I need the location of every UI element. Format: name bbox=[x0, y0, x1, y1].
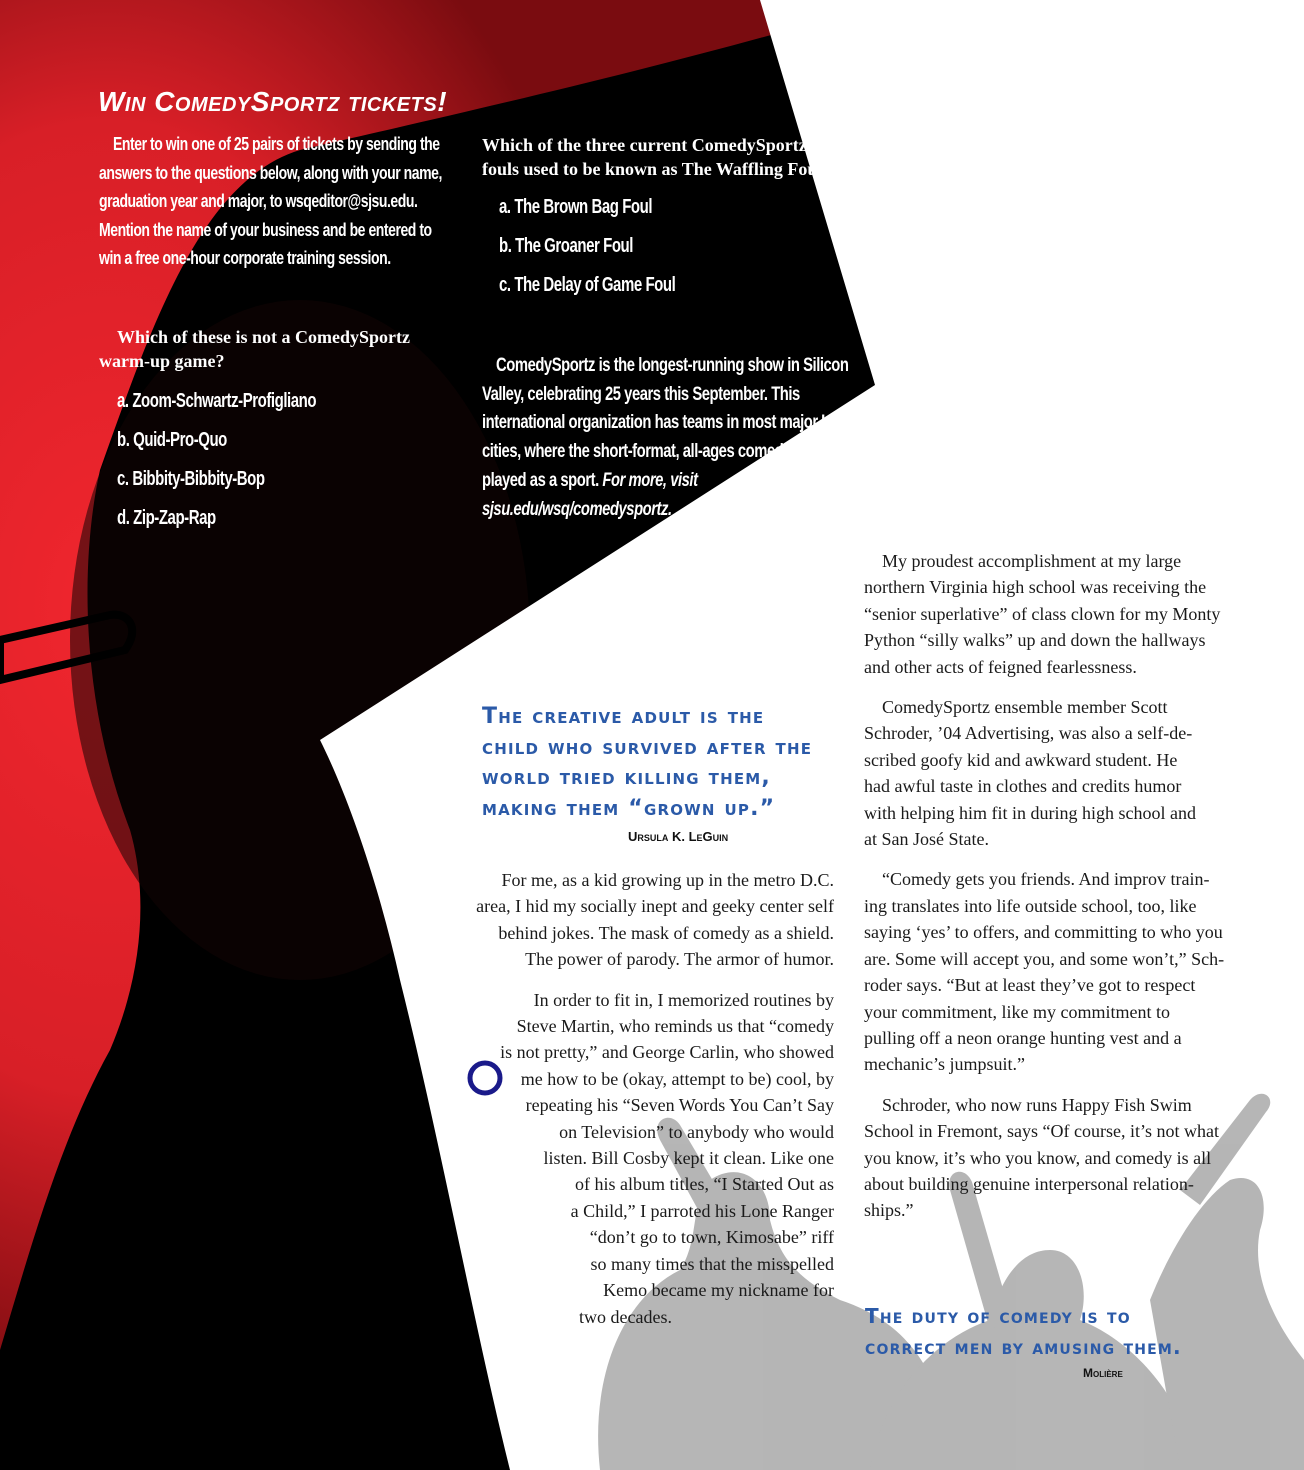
question1-line: Which of these is not a ComedySportz bbox=[117, 327, 410, 347]
article-paragraph bbox=[440, 987, 834, 1330]
quote-line: The duty of comedy is to bbox=[865, 1304, 1131, 1328]
article-line: saying ‘yes’ to offers, and committing to who you bbox=[864, 922, 1223, 943]
article-line: two decades. bbox=[579, 1306, 672, 1327]
article-line: In order to fit in, I memorized routines by bbox=[533, 989, 834, 1010]
quote-line: correct men by amusing them. bbox=[865, 1335, 1182, 1359]
article-line: The power of parody. The armor of humor. bbox=[525, 949, 834, 970]
quote-leguin bbox=[482, 702, 812, 824]
article-line: Steve Martin, who reminds us that “comedy bbox=[516, 1016, 834, 1037]
article-line: Schroder, who now runs Happy Fish Swim bbox=[882, 1094, 1192, 1115]
article-line: For me, as a kid growing up in the metro D.C. bbox=[501, 870, 834, 890]
about-url-line bbox=[482, 496, 848, 525]
article-line: roder says. “But at least they’ve got to respect bbox=[864, 975, 1196, 996]
quote-line: making them “grown up.” bbox=[482, 795, 776, 821]
article-line: “senior superlative” of class clown for my Monty bbox=[864, 603, 1221, 624]
answer-option: b. The Groaner Foul bbox=[499, 235, 633, 257]
question1-options bbox=[117, 382, 382, 538]
article-line: pulling off a neon orange hunting vest and a bbox=[864, 1027, 1182, 1048]
article-paragraph bbox=[864, 548, 1221, 680]
article-line: so many times that the misspelled bbox=[590, 1253, 834, 1274]
article-line: on Television” to anybody who would bbox=[559, 1121, 834, 1142]
visit-text: For more, visit bbox=[602, 469, 698, 491]
article-line: repeating his “Seven Words You Can’t Say bbox=[525, 1095, 834, 1116]
article-line: of his album titles, “I Started Out as bbox=[575, 1174, 834, 1195]
article-line: are. Some will accept you, and some won’t,” Sch- bbox=[864, 948, 1225, 969]
article-line: ComedySportz ensemble member Scott bbox=[882, 697, 1168, 718]
article-line: had awful taste in clothes and credits humor bbox=[864, 776, 1182, 797]
article-line: behind jokes. The mask of comedy as a shield. bbox=[498, 922, 834, 943]
article-line: and other acts of feigned fearlessness. bbox=[864, 656, 1137, 677]
intro-line: Enter to win one of 25 pairs of tickets by sending the bbox=[113, 134, 440, 154]
article-line: School in Fremont, says “Of course, it’s not what bbox=[864, 1121, 1219, 1142]
comedysportz-link[interactable]: sjsu.edu/wsq/comedysportz. bbox=[482, 498, 672, 520]
answer-option: c. Bibbity-Bibbity-Bop bbox=[117, 468, 265, 490]
answer-option: b. Quid-Pro-Quo bbox=[117, 429, 227, 451]
article-line: “don’t go to town, Kimosabe” riff bbox=[589, 1227, 834, 1248]
article-line: listen. Bill Cosby kept it clean. Like one bbox=[543, 1148, 834, 1169]
article-line: is not pretty,” and George Carlin, who showed bbox=[500, 1042, 834, 1063]
article-line: Schroder, ’04 Advertising, was also a self-de- bbox=[864, 723, 1193, 744]
intro-line: graduation year and major, to wsqeditor@sjsu.edu. bbox=[99, 191, 418, 211]
question1-heading bbox=[99, 325, 410, 373]
promo-title: Win ComedySportz tickets! bbox=[98, 86, 448, 117]
article-line: ships.” bbox=[864, 1200, 914, 1221]
article-line: “Comedy gets you friends. And improv train- bbox=[882, 869, 1210, 890]
article-line: about building genuine interpersonal relation- bbox=[864, 1173, 1194, 1194]
article-paragraph bbox=[440, 867, 834, 973]
question1-line: warm-up game? bbox=[99, 351, 225, 371]
article-paragraph bbox=[864, 1092, 1218, 1224]
article-line: a Child,” I parroted his Lone Ranger bbox=[570, 1200, 834, 1221]
about-line: cities, where the short-format, all-ages comedy is bbox=[482, 441, 807, 463]
comedysportz-about bbox=[482, 352, 952, 524]
about-line: ComedySportz is the longest-running show in Silicon bbox=[496, 355, 849, 376]
article-line: Python “silly walks” up and down the hallways bbox=[864, 630, 1206, 651]
question2-line: Which of the three current ComedySportz bbox=[482, 135, 807, 155]
question2-line: fouls used to be known as The Waffling Foul? bbox=[482, 159, 832, 179]
promo-intro bbox=[99, 130, 539, 273]
question2-options bbox=[499, 188, 734, 305]
article-line: at San José State. bbox=[864, 829, 989, 850]
answer-option: d. Zip-Zap-Rap bbox=[117, 507, 216, 529]
answer-option: a. Zoom-Schwartz-Profigliano bbox=[117, 390, 317, 412]
quote-moliere bbox=[865, 1301, 1182, 1363]
quote-moliere-author: Molière bbox=[1083, 1366, 1123, 1380]
intro-line: Mention the name of your business and be entered to bbox=[99, 219, 432, 240]
quote-leguin-author: Ursula K. LeGuin bbox=[628, 829, 729, 844]
article-line: with helping him fit in during high school and bbox=[864, 802, 1196, 823]
article-line: Kemo became my nickname for bbox=[603, 1280, 834, 1301]
intro-line: answers to the questions below, along with your name, bbox=[99, 162, 442, 183]
article-line: your commitment, like my commitment to bbox=[864, 1001, 1170, 1022]
quote-line: world tried killing them, bbox=[482, 765, 771, 790]
answer-option: a. The Brown Bag Foul bbox=[499, 196, 653, 218]
article-line: mechanic’s jumpsuit.” bbox=[864, 1054, 1025, 1075]
article-paragraph bbox=[864, 866, 1225, 1077]
quote-line: child who survived after the bbox=[482, 734, 813, 760]
article-left-column bbox=[440, 867, 834, 1344]
article-paragraph bbox=[864, 694, 1218, 852]
about-line bbox=[482, 467, 848, 496]
answer-option: c. The Delay of Game Foul bbox=[499, 274, 676, 296]
article-line: ing translates into life outside school, too, like bbox=[864, 895, 1197, 916]
article-right-column bbox=[864, 548, 1225, 1238]
article-line: northern Virginia high school was receiving the bbox=[864, 577, 1207, 598]
question2-heading bbox=[482, 133, 831, 181]
about-line: Valley, celebrating 25 years this September. This bbox=[482, 383, 800, 405]
quote-line: The creative adult is the bbox=[482, 704, 765, 729]
intro-line: win a free one-hour corporate training session. bbox=[99, 248, 391, 268]
about-line-end: played as a sport. bbox=[482, 469, 599, 491]
about-line: international organization has teams in most major U.S. bbox=[482, 412, 849, 434]
article-line: you know, it’s who you know, and comedy is all bbox=[864, 1147, 1212, 1168]
article-line: me how to be (okay, attempt to be) cool, by bbox=[520, 1068, 834, 1089]
article-line: scribed goofy kid and awkward student. He bbox=[864, 749, 1178, 770]
article-line: area, I hid my socially inept and geeky center self bbox=[476, 896, 834, 917]
article-line: My proudest accomplishment at my large bbox=[882, 551, 1182, 571]
